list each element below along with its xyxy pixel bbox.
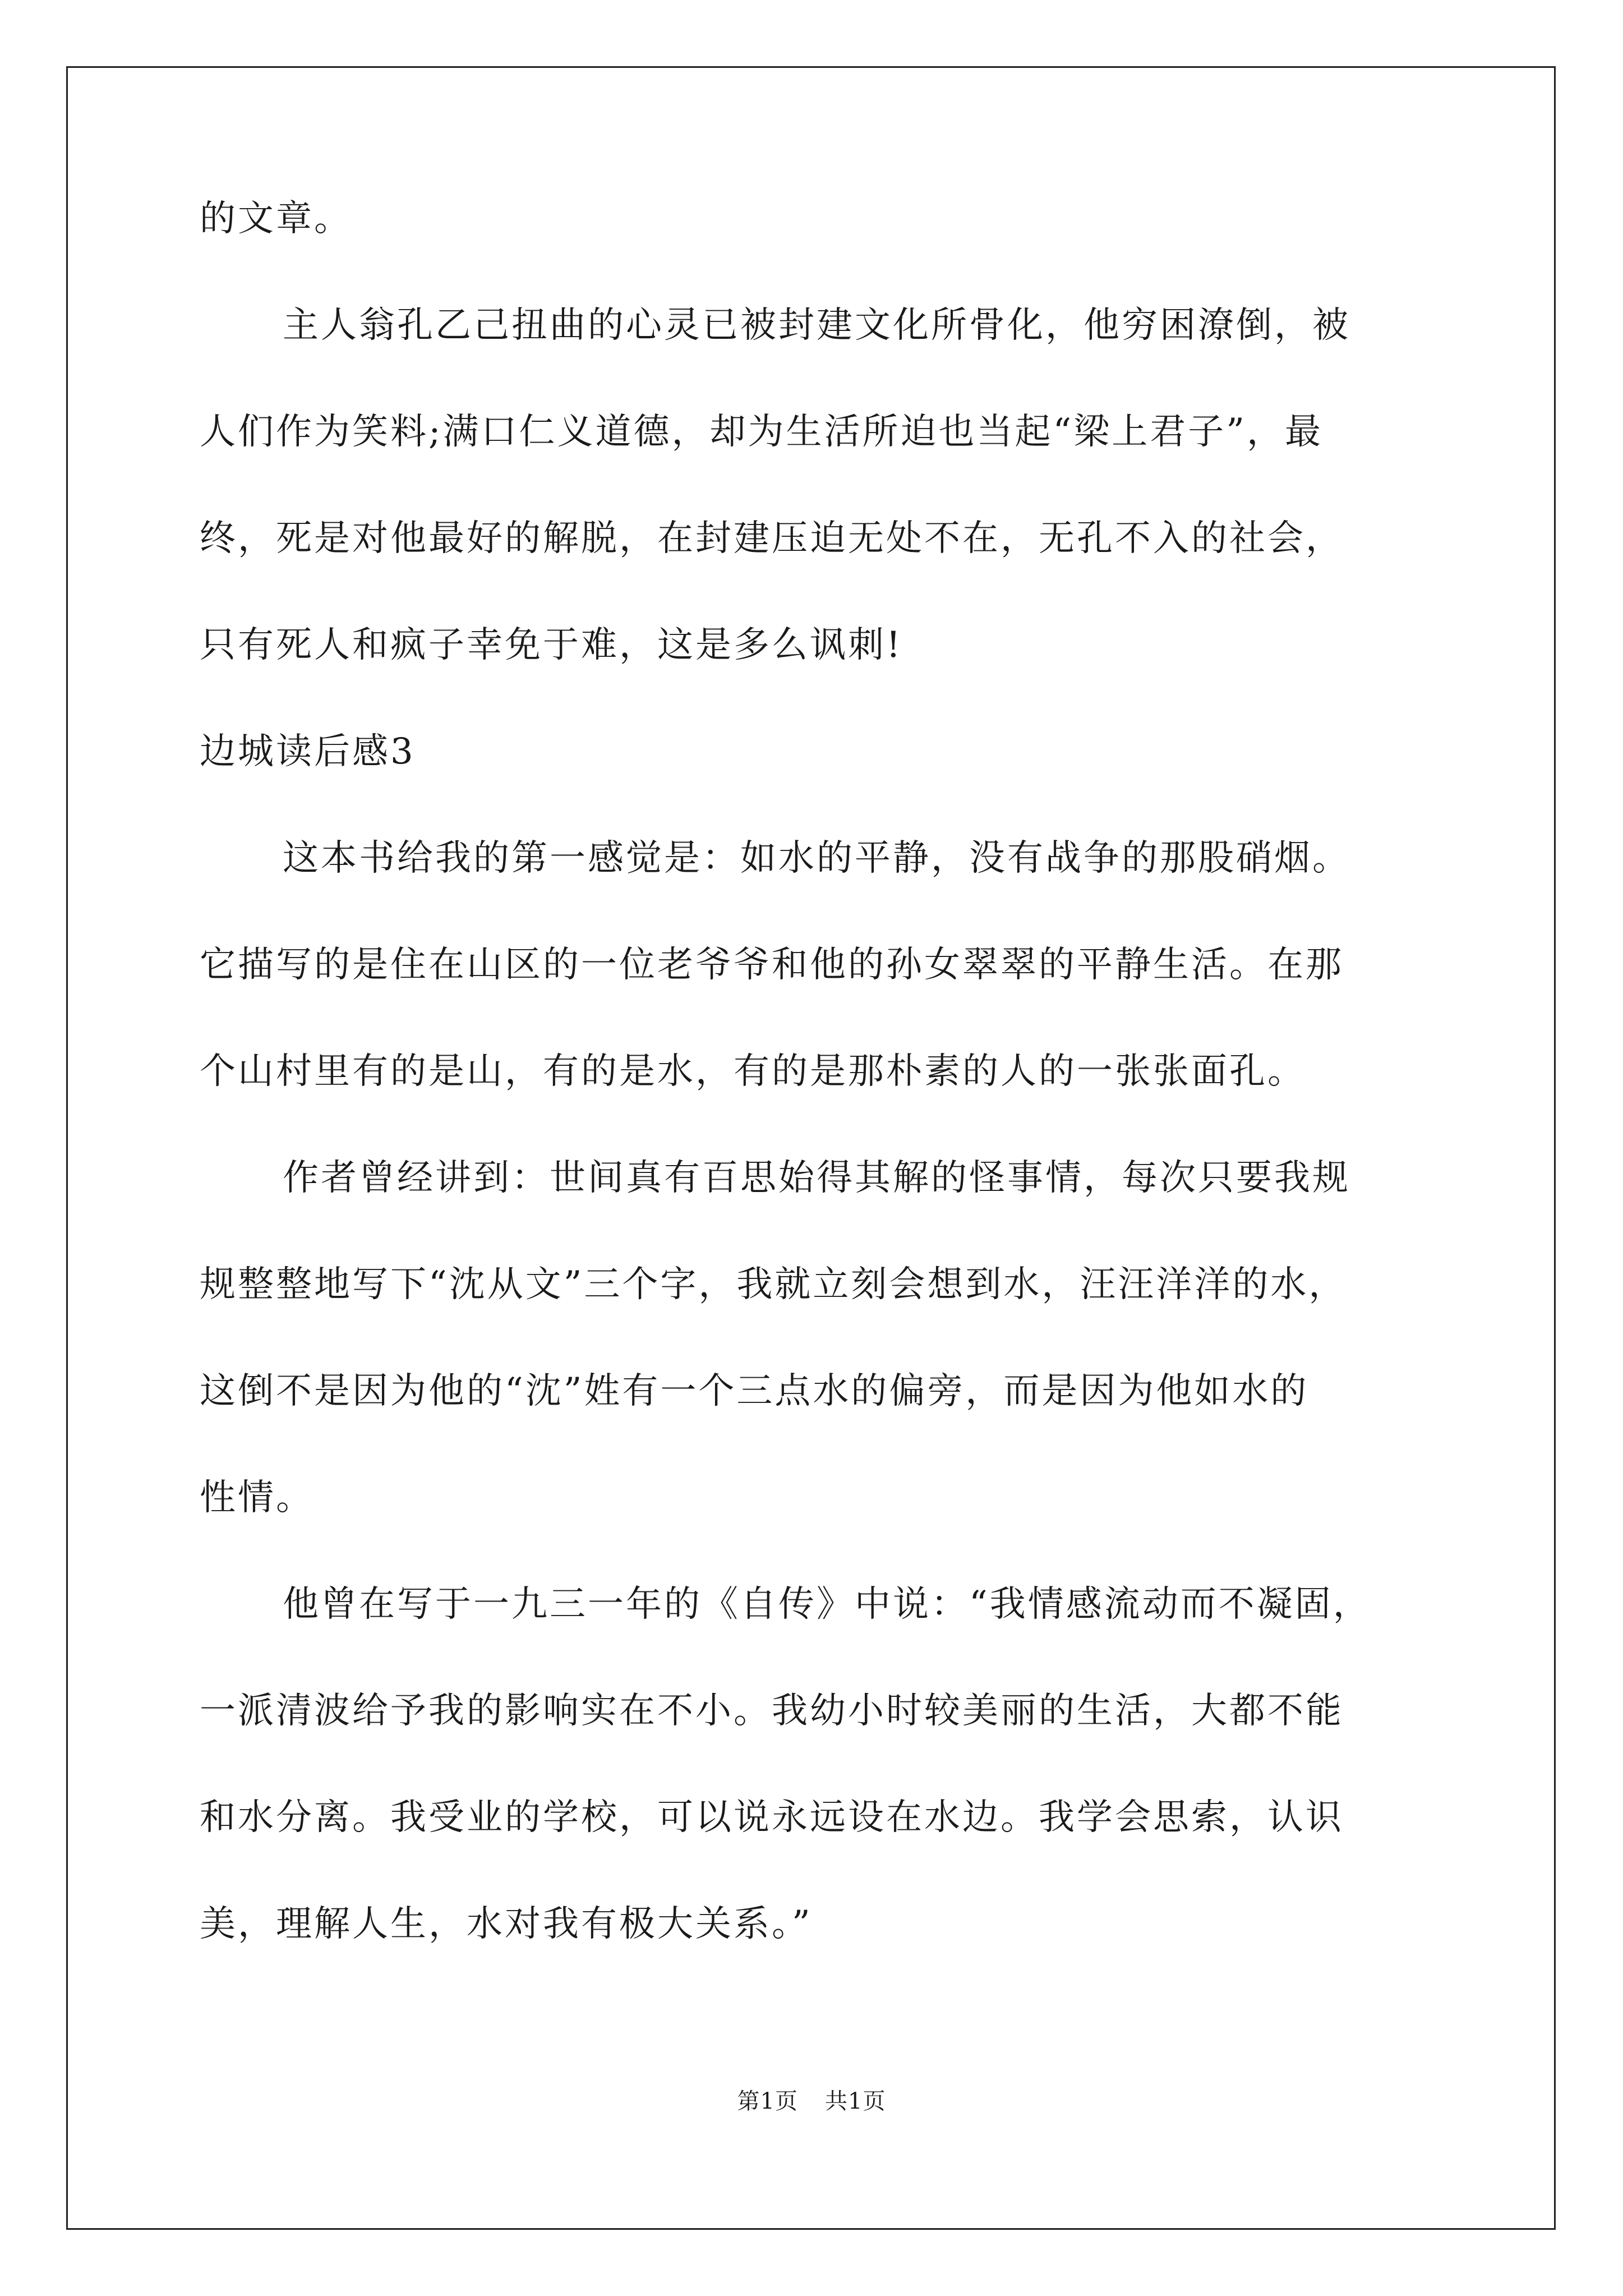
text-line: 和水分离。我受业的学校，可以说永远设在水边。我学会思索，认识 (200, 1797, 1344, 1838)
page-number-current: 第1页 (737, 2088, 798, 2114)
text-line: 终，死是对他最好的解脱，在封建压迫无处不在，无孔不入的社会， (200, 518, 1344, 559)
page-footer (0, 2090, 1623, 2113)
text-line: 美，理解人生，水对我有极大关系。” (200, 1903, 813, 1945)
text-line: 主人翁孔乙己扭曲的心灵已被封建文化所骨化，他穷困潦倒，被 (283, 305, 1350, 346)
text-line: 个山村里有的是山，有的是水，有的是那朴素的人的一张张面孔。 (200, 1051, 1306, 1092)
text-line: 的文章。 (200, 198, 352, 240)
text-line: 他曾在写于一九三一年的《自传》中说：“我情感流动而不凝固， (283, 1584, 1371, 1625)
text-line: 一派清波给予我的影响实在不小。我幼小时较美丽的生活，大都不能 (200, 1690, 1344, 1732)
text-line: 规整整地写下“沈从文”三个字，我就立刻会想到水，汪汪洋洋的水， (200, 1264, 1347, 1305)
page-number-total: 共1页 (825, 2088, 886, 2114)
text-line: 作者曾经讲到：世间真有百思始得其解的怪事情，每次只要我规 (283, 1157, 1350, 1199)
text-line: 这倒不是因为他的“沈”姓有一个三点水的偏旁，而是因为他如水的 (200, 1370, 1309, 1412)
text-line: 这本书给我的第一感觉是：如水的平静，没有战争的那股硝烟。 (283, 838, 1350, 879)
section-heading: 边城读后感3 (200, 731, 416, 772)
text-line: 人们作为笑料;满口仁义道德，却为生活所迫也当起“梁上君子”，最 (200, 411, 1323, 453)
text-line: 它描写的是住在山区的一位老爷爷和他的孙女翠翠的平静生活。在那 (200, 944, 1344, 986)
text-line: 性情。 (200, 1477, 314, 1519)
text-line: 只有死人和疯子幸免于难，这是多么讽刺! (200, 624, 903, 666)
